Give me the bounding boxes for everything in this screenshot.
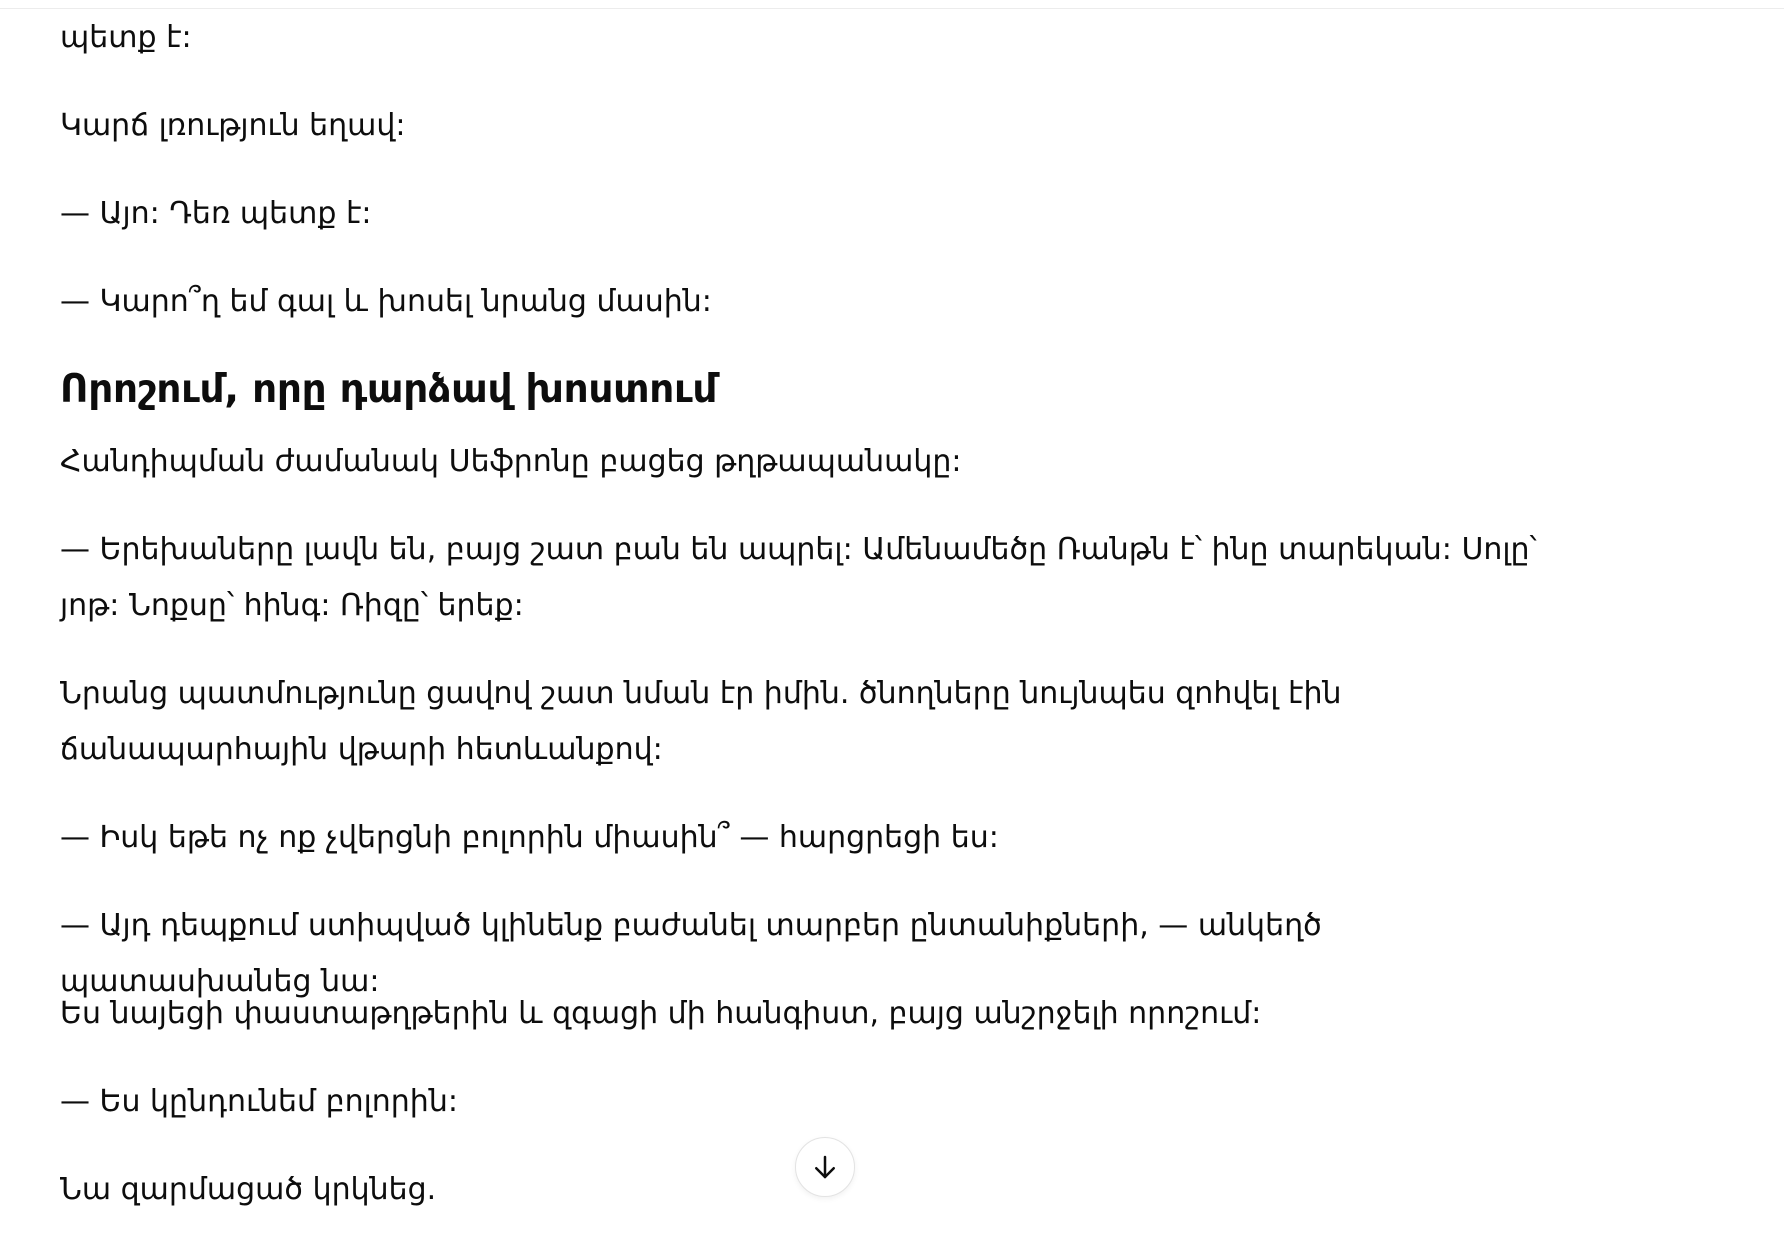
arrow-down-icon (810, 1152, 840, 1182)
paragraph: Ես նայեցի փաստաթղթերին և զգացի մի հանգիստ, բայց անշրջելի որոշում: (60, 996, 1262, 1031)
section-heading: Որոշում, որը դարձավ խոստում (60, 367, 718, 412)
paragraph: — Այդ դեպքում ստիպված կլինենք բաժանել տարբեր ընտանիքների, — անկեղծ պատասխանեց նա: (60, 908, 1332, 999)
paragraph: — Երեխաները լավն են, բայց շատ բան են ապրել: Ամենամեծը Ռանթն է՝ ինը տարեկան: Սոլը՝ յոթ: Նոքսը՝ հինգ: Ռիզը՝ երեք: (60, 532, 1547, 623)
scroll-to-bottom-button[interactable] (795, 1137, 855, 1197)
paragraph: — Կարո՞ղ եմ գալ և խոսել նրանց մասին: (60, 284, 712, 319)
top-divider (0, 8, 1784, 9)
paragraph: Հանդիպման ժամանակ Սեֆրոնը բացեց թղթապանակը: (60, 444, 962, 479)
paragraph: — Իսկ եթե ոչ ոք չվերցնի բոլորին միասին՞ — հարցրեցի ես: (60, 820, 999, 855)
paragraph: — Այո: Դեռ պետք է: (60, 196, 372, 231)
paragraph: պետք է: (60, 20, 192, 55)
paragraph: Նրանց պատմությունը ցավով շատ նման էր իմին. ծնողները նույնպես զոհվել էին ճանապարհային վթարի հետևանքով: (60, 676, 1352, 767)
paragraph: — Ես կընդունեմ բոլորին: (60, 1084, 458, 1119)
paragraph: Նա զարմացած կրկնեց. (60, 1172, 437, 1207)
paragraph: Կարճ լռություն եղավ: (60, 108, 406, 143)
